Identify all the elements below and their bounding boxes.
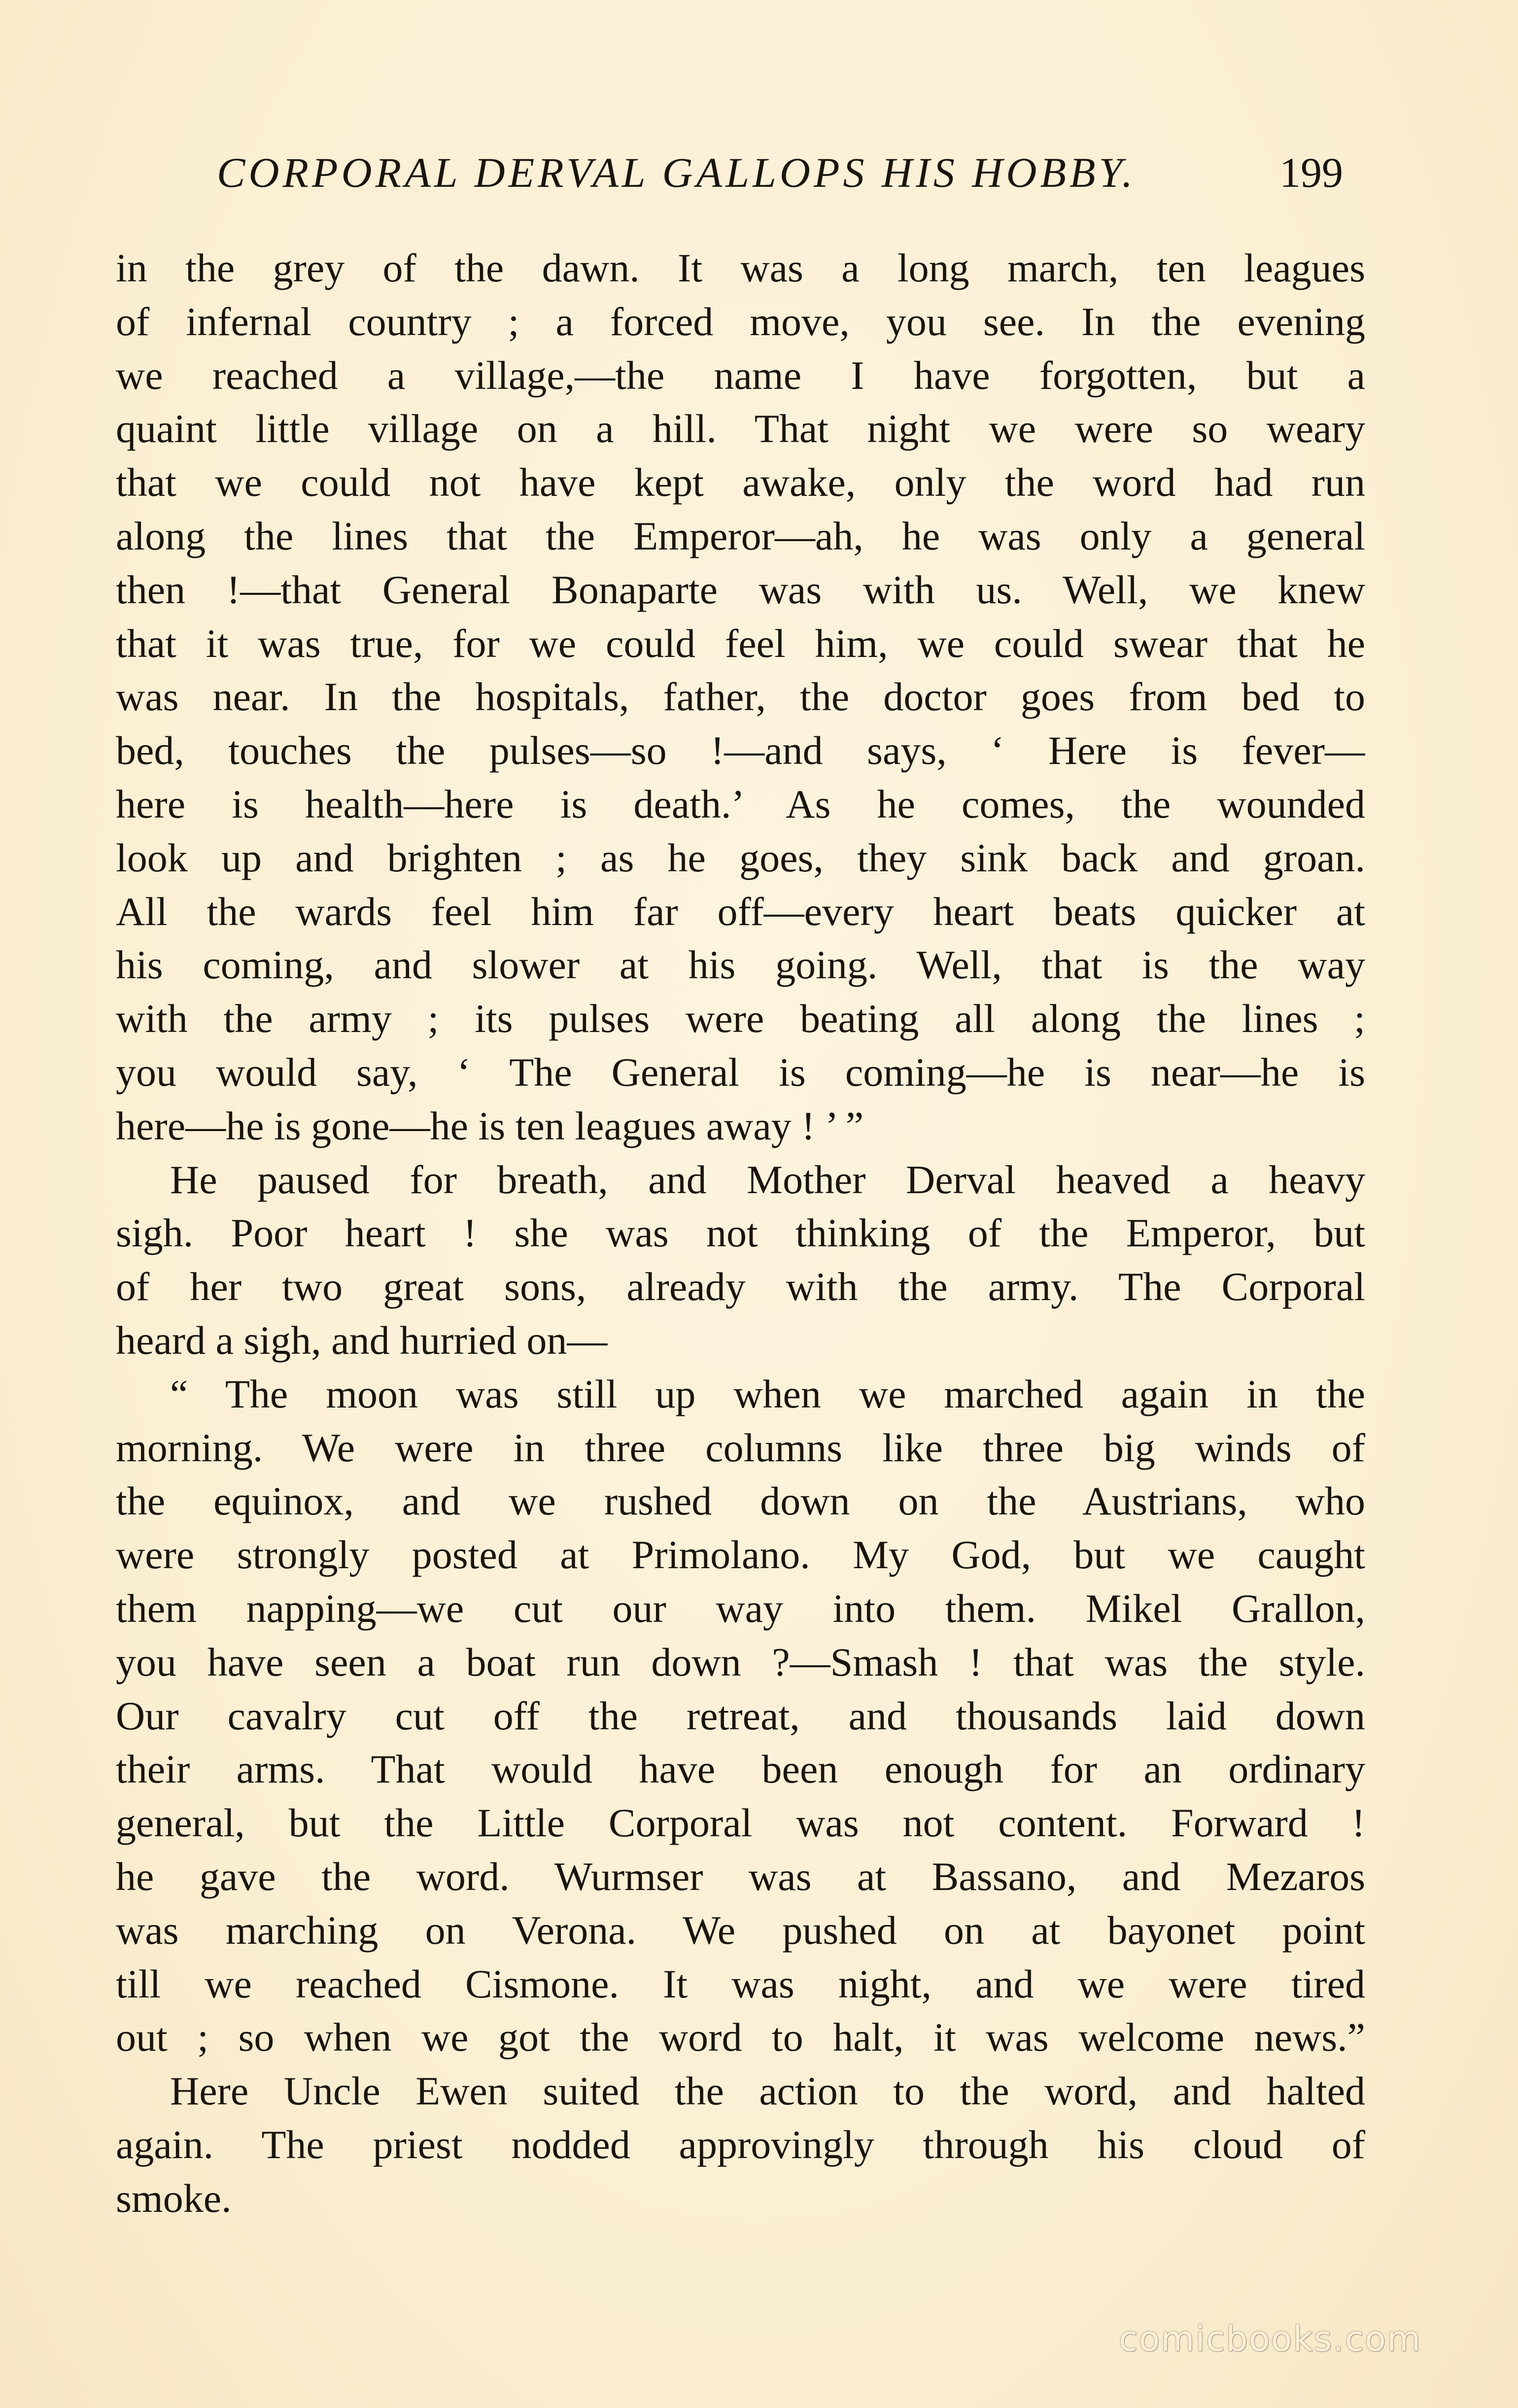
text-line: then !—that General Bonaparte was with us. Well, we knew — [116, 567, 1365, 612]
text-line: was marching on Verona. We pushed on at bayonet point — [116, 1907, 1365, 1953]
text-line: quaint little village on a hill. That night we were so weary — [116, 406, 1365, 451]
text-line: we reached a village,—the name I have forgotten, but a — [116, 352, 1365, 398]
page-number: 199 — [1279, 149, 1343, 196]
text-line: Our cavalry cut off the retreat, and thousands laid down — [116, 1693, 1365, 1738]
text-line: morning. We were in three columns like three big winds of — [116, 1425, 1365, 1470]
text-line: smoke. — [116, 2175, 232, 2221]
text-line: with the army ; its pulses were beating all along the lines ; — [116, 996, 1365, 1041]
text-line: general, but the Little Corporal was not content. Forward ! — [116, 1800, 1365, 1846]
text-line: here—he is gone—he is ten leagues away ! ’ ” — [116, 1103, 864, 1148]
text-line: the equinox, and we rushed down on the Austrians, who — [116, 1479, 1365, 1524]
text-line: his coming, and slower at his going. Well, that is the way — [116, 942, 1365, 988]
running-head-title: CORPORAL DERVAL GALLOPS HIS HOBBY. — [217, 149, 1136, 196]
text-line: were strongly posted at Primolano. My God, but we caught — [116, 1532, 1365, 1578]
text-line: their arms. That would have been enough for an ordinary — [116, 1747, 1365, 1792]
text-line: in the grey of the dawn. It was a long march, ten leagues — [116, 245, 1365, 290]
text-line: along the lines that the Emperor—ah, he was only a general — [116, 513, 1365, 558]
text-line: he gave the word. Wurmser was at Bassano, and Mezaros — [116, 1854, 1365, 1899]
paragraph-start-line: Here Uncle Ewen suited the action to the word, and halted — [170, 2068, 1365, 2114]
text-line: them napping—we cut our way into them. Mikel Grallon, — [116, 1585, 1365, 1631]
paragraph-start-line: “ The moon was still up when we marched again in the — [170, 1371, 1365, 1416]
text-line: of her two great sons, already with the army. The Corporal — [116, 1264, 1365, 1309]
text-line: here is health—here is death.’ As he comes, the wounded — [116, 781, 1365, 826]
text-line: that we could not have kept awake, only the word had run — [116, 460, 1365, 505]
body-text — [116, 241, 1365, 2233]
text-line: sigh. Poor heart ! she was not thinking of the Emperor, but — [116, 1210, 1365, 1256]
paragraph-start-line: He paused for breath, and Mother Derval heaved a heavy — [170, 1157, 1365, 1202]
text-line: again. The priest nodded approvingly through his cloud of — [116, 2122, 1365, 2167]
text-line: you would say, ‘ The General is coming—he is near—he is — [116, 1049, 1365, 1095]
text-line: out ; so when we got the word to halt, it was welcome news.” — [116, 2015, 1365, 2060]
text-line: till we reached Cismone. It was night, and we were tired — [116, 1961, 1365, 2006]
watermark: comicbooks.com — [1119, 2319, 1422, 2359]
text-line: look up and brighten ; as he goes, they sink back and groan. — [116, 835, 1365, 880]
text-line: heard a sigh, and hurried on— — [116, 1317, 608, 1363]
text-line: bed, touches the pulses—so !—and says, ‘ Here is fever— — [116, 728, 1365, 773]
text-line: was near. In the hospitals, father, the doctor goes from bed to — [116, 674, 1365, 720]
text-line: you have seen a boat run down ?—Smash ! that was the style. — [116, 1639, 1365, 1685]
text-line: All the wards feel him far off—every heart beats quicker at — [116, 889, 1365, 934]
text-line: of infernal country ; a forced move, you see. In the evening — [116, 299, 1365, 344]
text-line: that it was true, for we could feel him, we could swear that he — [116, 620, 1365, 666]
